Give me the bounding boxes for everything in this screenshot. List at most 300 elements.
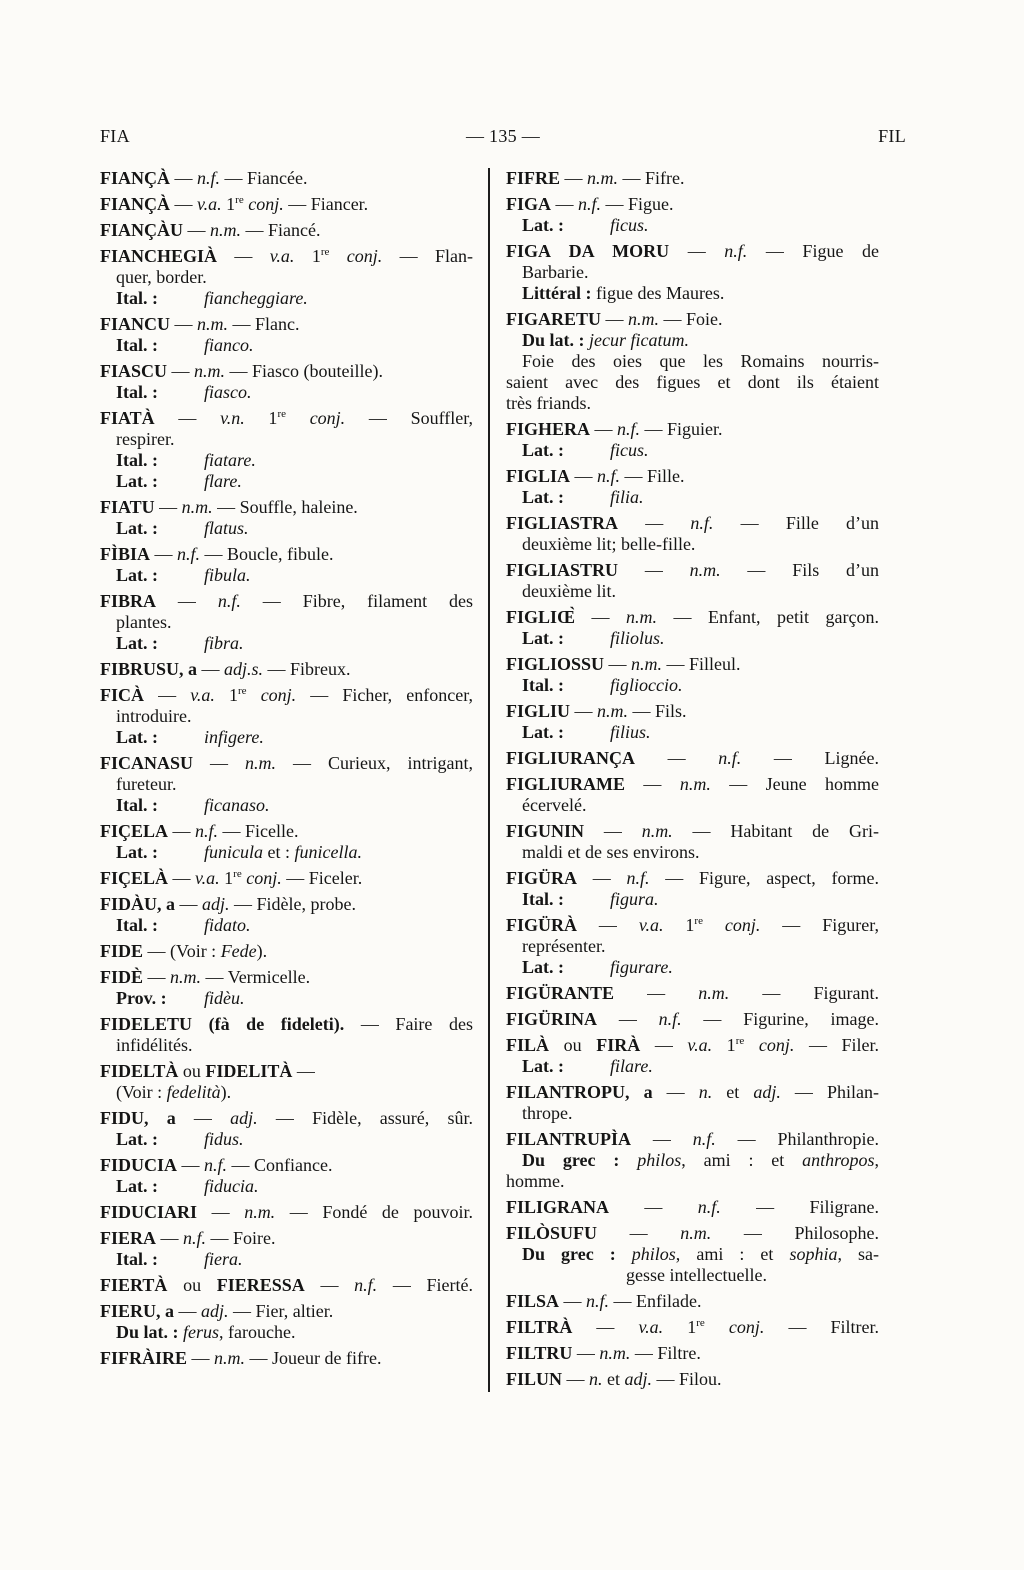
dictionary-entry	[506, 915, 879, 978]
plain-text: —	[156, 591, 218, 611]
italic-text: adj.	[753, 1082, 781, 1102]
etym-label: Ital. :	[116, 915, 158, 935]
entry-line	[506, 868, 879, 889]
entry-line	[506, 487, 879, 508]
plain-text: —	[570, 701, 598, 721]
plain-text: maldi et de ses environs.	[522, 842, 700, 862]
headword-text: FIGÜRINA	[506, 1009, 598, 1029]
dictionary-entry	[100, 361, 473, 403]
plain-text: 1	[214, 685, 239, 705]
dictionary-entry	[506, 774, 879, 816]
italic-text: conj.	[758, 1035, 795, 1055]
entry-line	[506, 915, 879, 936]
headword-text: FIGLIU	[506, 701, 571, 721]
italic-text: n.m.	[631, 654, 663, 674]
italic-text: n.m.	[170, 967, 202, 987]
plain-text: ).	[220, 1082, 232, 1102]
entry-line	[100, 429, 473, 450]
italic-text: fiasco.	[204, 382, 252, 402]
entry-line	[506, 701, 879, 722]
plain-text: —	[601, 309, 629, 329]
dictionary-entry	[506, 1317, 879, 1338]
italic-text: n.f.	[724, 241, 748, 261]
entry-line	[506, 1291, 879, 1312]
plain-text: , sa-	[837, 1244, 879, 1264]
italic-text: n.f.	[217, 591, 241, 611]
dictionary-entry	[506, 194, 879, 236]
plain-text: —	[174, 1301, 202, 1321]
italic-text: jecur ficatum.	[589, 330, 689, 350]
entry-line	[100, 821, 473, 842]
headword-text: FILÀ	[506, 1035, 550, 1055]
italic-text: fiducia.	[204, 1176, 259, 1196]
dictionary-entry	[100, 868, 473, 889]
plain-text: —	[631, 1129, 693, 1149]
dictionary-entry	[100, 408, 473, 492]
dictionary-entry	[100, 314, 473, 356]
plain-text: — Figuier.	[640, 419, 723, 439]
plain-text: —	[614, 983, 699, 1003]
italic-text: n.	[589, 1369, 603, 1389]
headword-text: FIBRUSU, a	[100, 659, 198, 679]
plain-text: ou	[549, 1035, 597, 1055]
entry-line	[100, 1082, 473, 1103]
italic-text: adj.	[230, 1108, 258, 1128]
entry-line	[100, 774, 473, 795]
entry-line	[506, 283, 879, 304]
italic-text: n.m.	[689, 560, 721, 580]
plain-text: — Filou.	[652, 1369, 722, 1389]
plain-text: ).	[256, 941, 268, 961]
etym-label: Ital. :	[522, 889, 564, 909]
entry-line	[506, 1103, 879, 1124]
plain-text: —	[175, 1108, 231, 1128]
etym-label: Lat. :	[522, 215, 564, 235]
page-number: — 135 —	[465, 126, 541, 146]
italic-text: n.m.	[587, 168, 618, 188]
plain-text: — Fifre.	[618, 168, 685, 188]
dictionary-entry	[506, 1035, 879, 1077]
plain-text: homme.	[506, 1171, 565, 1191]
dictionary-entry	[506, 607, 879, 649]
dictionary-entry	[100, 1348, 473, 1369]
etym-label: Lat. :	[116, 633, 158, 653]
superscript-text: re	[735, 1035, 745, 1047]
plain-text: —	[575, 607, 627, 627]
plain-text: —	[217, 246, 270, 266]
plain-text	[705, 1317, 729, 1337]
italic-text: n.m.	[214, 1348, 246, 1368]
text-columns	[100, 168, 890, 1392]
dictionary-entry	[506, 241, 879, 304]
italic-text: n.f.	[183, 1228, 207, 1248]
dictionary-entry	[100, 1061, 473, 1103]
italic-text: conj.	[728, 1317, 765, 1337]
italic-text: adj.s.	[224, 659, 264, 679]
plain-text	[247, 685, 261, 705]
entry-line	[506, 1223, 879, 1244]
plain-text: —	[144, 685, 191, 705]
italic-text: n.m.	[679, 774, 711, 794]
plain-text: — Fiancé.	[241, 220, 321, 240]
entry-line	[100, 471, 473, 492]
entry-line	[100, 1035, 473, 1056]
plain-text: — Fibreux.	[263, 659, 351, 679]
plain-text: — Figurant.	[729, 983, 880, 1003]
entry-line	[100, 941, 473, 962]
plain-text: — Fiasco (bouteille).	[225, 361, 383, 381]
etym-label: Lat. :	[116, 471, 158, 491]
headword-text: FIDELTÀ	[100, 1061, 179, 1081]
etym-label: Lat. :	[522, 1056, 564, 1076]
plain-text: — Figure, aspect, forme.	[649, 868, 879, 888]
etym-label: Lat. :	[522, 440, 564, 460]
plain-text: — Faire des	[344, 1014, 473, 1034]
plain-text: — Fille d’un	[713, 513, 880, 533]
plain-text: gesse intellectuelle.	[626, 1265, 767, 1285]
entry-line	[100, 544, 473, 565]
italic-text: fiatare.	[204, 450, 256, 470]
plain-text	[703, 915, 725, 935]
dictionary-entry	[100, 591, 473, 654]
headword-text: FIERESSA	[216, 1275, 305, 1295]
superscript-text: re	[320, 246, 330, 258]
entry-line	[506, 534, 879, 555]
italic-text: n.f.	[690, 513, 714, 533]
etym-label: Lat. :	[116, 1176, 158, 1196]
entry-line	[100, 659, 473, 680]
plain-text: — Fiancée.	[220, 168, 308, 188]
superscript-text: re	[696, 1317, 705, 1329]
entry-line	[100, 685, 473, 706]
plain-text: représenter.	[522, 936, 606, 956]
plain-text: —	[618, 560, 690, 580]
italic-text: n.f.	[578, 194, 602, 214]
etym-label: Prov. :	[116, 988, 167, 1008]
etym-label: Lat. :	[522, 957, 564, 977]
headword-text: FIGLIA	[506, 466, 571, 486]
italic-text: v.a.	[638, 915, 664, 935]
entry-line	[100, 565, 473, 586]
plain-text: — Fibre, filament des	[240, 591, 474, 611]
italic-text: Fede	[220, 941, 257, 961]
italic-text: fianco.	[204, 335, 254, 355]
italic-text: fiera.	[204, 1249, 243, 1269]
plain-text: —	[560, 168, 587, 188]
italic-text: n.m.	[181, 497, 213, 517]
headword-text: FIANCU	[100, 314, 170, 334]
italic-text: fibra.	[204, 633, 244, 653]
superscript-text: re	[235, 194, 244, 206]
plain-text: écervelé.	[522, 795, 587, 815]
entry-line	[100, 194, 473, 215]
dictionary-entry	[506, 821, 879, 863]
headword-text: FIDELETU (fà de fideleti).	[100, 1014, 345, 1034]
plain-text: Foie des oies que les Romains nourris-	[522, 351, 879, 371]
italic-text: fidèu.	[204, 988, 245, 1008]
entry-line	[100, 361, 473, 382]
italic-text: figura.	[610, 889, 659, 909]
italic-text: filius.	[610, 722, 651, 742]
plain-text: —	[618, 513, 691, 533]
etym-label: Ital. :	[522, 675, 564, 695]
plain-text: et	[712, 1082, 754, 1102]
italic-text: n.m.	[626, 607, 658, 627]
headword-text: FIGLIOSSU	[506, 654, 605, 674]
entry-line	[506, 1171, 879, 1192]
plain-text	[329, 246, 346, 266]
plain-text: —	[197, 659, 225, 679]
dictionary-entry	[100, 753, 473, 816]
entry-line	[506, 628, 879, 649]
headword-text: FIGARETU	[506, 309, 602, 329]
dictionary-entry	[506, 168, 879, 189]
dictionary-entry	[506, 868, 879, 910]
plain-text: fureteur.	[116, 774, 177, 794]
dictionary-entry	[506, 560, 879, 602]
plain-text: — Filigrane.	[720, 1197, 879, 1217]
plain-text: —	[570, 466, 598, 486]
entry-line	[506, 309, 879, 330]
dictionary-entry	[506, 1343, 879, 1364]
headword-text: FIATÀ	[100, 408, 155, 428]
plain-text: —	[584, 821, 642, 841]
etym-label: Lat. :	[116, 518, 158, 538]
headword-text: FIATU	[100, 497, 155, 517]
plain-text: —	[551, 194, 578, 214]
entry-line	[506, 842, 879, 863]
plain-text: —	[197, 1202, 245, 1222]
entry-line	[100, 1061, 473, 1082]
plain-text: (Voir :	[116, 1082, 167, 1102]
headword-text: FIGÜRÀ	[506, 915, 577, 935]
headword-text: FIBRA	[100, 591, 157, 611]
headword-text: FIGA	[506, 194, 551, 214]
entry-line	[506, 936, 879, 957]
entry-line	[506, 372, 879, 393]
entry-line	[506, 351, 879, 372]
plain-text: —	[167, 361, 195, 381]
plain-text: — Vermicelle.	[201, 967, 311, 987]
italic-text: n.f.	[597, 466, 621, 486]
plain-text: très friands.	[506, 393, 591, 413]
plain-text: —	[577, 915, 639, 935]
italic-text: sophia	[789, 1244, 838, 1264]
italic-text: n.m.	[628, 309, 660, 329]
superscript-text: re	[238, 685, 247, 697]
etym-label: Lat. :	[116, 565, 158, 585]
entry-line	[506, 1244, 879, 1265]
plain-text: —	[609, 1197, 698, 1217]
dictionary-entry	[100, 967, 473, 1009]
plain-text: — Ficeler.	[281, 868, 363, 888]
italic-text: adj.	[202, 894, 230, 914]
italic-text: fibula.	[204, 565, 251, 585]
italic-text: n.f.	[658, 1009, 682, 1029]
dictionary-entry	[506, 983, 879, 1004]
plain-text	[744, 1035, 759, 1055]
etym-label: Ital. :	[116, 1249, 158, 1269]
etym-label: Ital. :	[116, 382, 158, 402]
italic-text: flatus.	[204, 518, 249, 538]
plain-text: 1	[663, 915, 695, 935]
plain-text: — Enfant, petit garçon.	[657, 607, 879, 627]
plain-text: —	[652, 1082, 699, 1102]
entry-line	[100, 842, 473, 863]
italic-text: n.f.	[692, 1129, 716, 1149]
entry-line	[100, 267, 473, 288]
dictionary-entry	[506, 654, 879, 696]
entry-line	[100, 382, 473, 403]
plain-text: — Filtre.	[630, 1343, 701, 1363]
entry-line	[506, 675, 879, 696]
headword-text: FICANASU	[100, 753, 194, 773]
plain-text: infidélités.	[116, 1035, 193, 1055]
plain-text: — Enfilade.	[609, 1291, 702, 1311]
headword-text: FIGÜRANTE	[506, 983, 615, 1003]
italic-text: v.a.	[687, 1035, 713, 1055]
entry-line	[100, 1176, 473, 1197]
headword-text: FIGUNIN	[506, 821, 585, 841]
entry-line	[100, 288, 473, 309]
dictionary-entry	[100, 1108, 473, 1150]
entry-line	[100, 1301, 473, 1322]
plain-text: ou	[178, 1061, 206, 1081]
plain-text: — Fille.	[620, 466, 685, 486]
plain-text: — Lignée.	[741, 748, 879, 768]
headword-text: Du grec :	[522, 1244, 632, 1264]
dictionary-entry	[506, 1082, 879, 1124]
dictionary-entry	[100, 1155, 473, 1197]
entry-line	[506, 1009, 879, 1030]
dictionary-entry	[100, 220, 473, 241]
italic-text: n.m.	[698, 983, 730, 1003]
plain-text: — Filtrer.	[764, 1317, 880, 1337]
plain-text: —	[156, 1228, 184, 1248]
plain-text: figue des Maures.	[591, 283, 725, 303]
italic-text: n.m.	[597, 701, 629, 721]
plain-text: — Souffler,	[345, 408, 474, 428]
etym-label: Lat. :	[116, 727, 158, 747]
headword-text: FIDÀU, a	[100, 894, 175, 914]
plain-text: — Filer.	[794, 1035, 880, 1055]
plain-text: —	[625, 774, 680, 794]
headword-text: FIGLIURAME	[506, 774, 626, 794]
headword-text: FÌBIA	[100, 544, 151, 564]
dictionary-entry	[506, 748, 879, 769]
plain-text: — Fidèle, assuré, sûr.	[257, 1108, 474, 1128]
italic-text: n.m.	[244, 1202, 276, 1222]
entry-line	[506, 1197, 879, 1218]
plain-text: deuxième lit; belle-fille.	[522, 534, 696, 554]
dictionary-entry	[100, 1014, 473, 1056]
headword-text: FIDE	[100, 941, 144, 961]
italic-text: fidato.	[204, 915, 251, 935]
dictionary-entry	[506, 1291, 879, 1312]
right-column	[506, 168, 879, 1390]
italic-text: n.m.	[641, 821, 673, 841]
plain-text	[286, 408, 310, 428]
entry-line	[506, 241, 879, 262]
dictionary-entry	[506, 466, 879, 508]
entry-line	[100, 1014, 473, 1035]
italic-text: ficanaso.	[204, 795, 270, 815]
italic-text: n.m.	[197, 314, 228, 334]
plain-text: —	[304, 1275, 355, 1295]
plain-text: thrope.	[522, 1103, 573, 1123]
plain-text: —	[170, 168, 197, 188]
entry-line	[506, 393, 879, 414]
italic-text: n.m.	[680, 1223, 712, 1243]
headword-text: FIGLIASTRA	[506, 513, 619, 533]
entry-line	[100, 967, 473, 988]
headword-text: FIASCU	[100, 361, 168, 381]
plain-text: introduire.	[116, 706, 192, 726]
plain-text: —	[572, 1317, 639, 1337]
headword-text: FIFRE	[506, 168, 560, 188]
entry-line	[506, 194, 879, 215]
italic-text: adj.	[624, 1369, 653, 1389]
plain-text: — Souffle, haleine.	[212, 497, 358, 517]
plain-text: 1	[219, 868, 234, 888]
plain-text: 1	[244, 408, 278, 428]
entry-line	[100, 1275, 473, 1296]
italic-text: filiolus.	[610, 628, 665, 648]
headword-text: FIGLIASTRU	[506, 560, 619, 580]
headword-text: Du lat. :	[522, 330, 589, 350]
etym-label: Lat. :	[116, 842, 158, 862]
superscript-text: re	[233, 868, 242, 880]
plain-text: — Flanc.	[228, 314, 300, 334]
headword-text: FIANÇÀU	[100, 220, 183, 240]
italic-text: n.m.	[194, 361, 226, 381]
dictionary-entry	[506, 309, 879, 414]
headword-text: FIGÜRA	[506, 868, 577, 888]
plain-text: —	[597, 1223, 681, 1243]
headword-text: FIERA	[100, 1228, 157, 1248]
plain-text: —	[572, 1343, 600, 1363]
plain-text: — Confiance.	[227, 1155, 333, 1175]
italic-text: v.a.	[195, 868, 220, 888]
plain-text: —	[590, 419, 618, 439]
plain-text: — Filleul.	[662, 654, 741, 674]
dictionary-entry	[100, 194, 473, 215]
plain-text: , ami : et	[681, 1150, 803, 1170]
headword-text: FIGLIŒ̀	[506, 607, 576, 627]
left-column	[100, 168, 473, 1369]
entry-line	[506, 440, 879, 461]
entry-line	[100, 1108, 473, 1129]
plain-text: —	[577, 868, 627, 888]
italic-text: v.a.	[269, 246, 295, 266]
entry-line	[100, 612, 473, 633]
plain-text: ,	[874, 1150, 879, 1170]
entry-line	[506, 774, 879, 795]
guide-word-right: FIL	[878, 126, 907, 146]
headword-text: Du grec :	[522, 1150, 638, 1170]
headword-text: FIDUCIA	[100, 1155, 178, 1175]
plain-text: — Fils d’un	[720, 560, 880, 580]
entry-line	[506, 1056, 879, 1077]
etym-label: Ital. :	[116, 335, 158, 355]
italic-text: flare.	[204, 471, 242, 491]
entry-line	[506, 607, 879, 628]
etym-label: Ital. :	[116, 288, 158, 308]
italic-text: n.m.	[599, 1343, 631, 1363]
entry-line	[100, 1228, 473, 1249]
etym-label: Lat. :	[522, 487, 564, 507]
headword-text: FILTRU	[506, 1343, 573, 1363]
